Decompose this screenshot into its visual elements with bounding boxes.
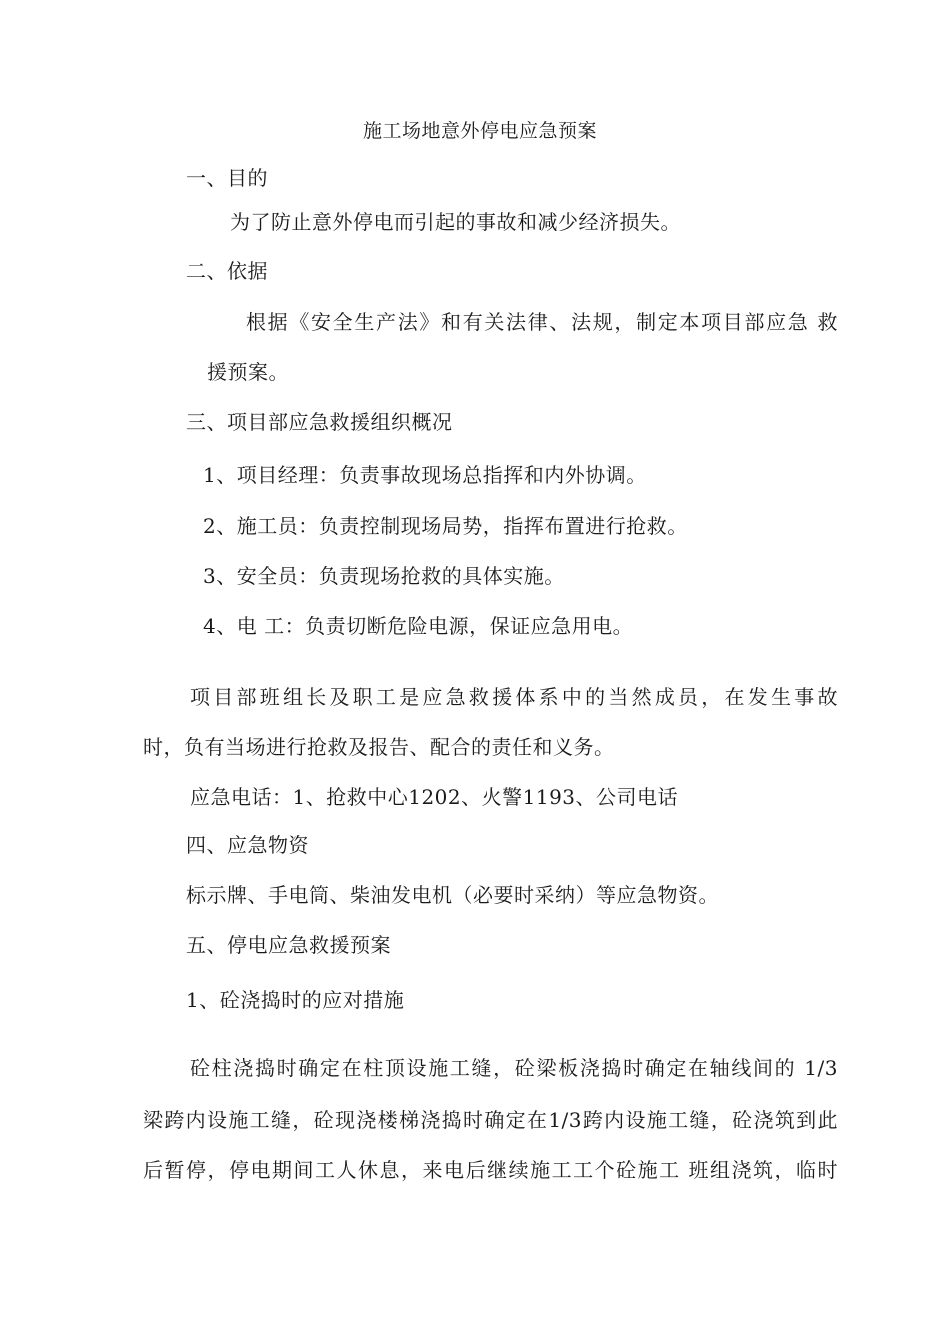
- section-heading-supplies: 四、应急物资: [186, 833, 309, 857]
- role-item-electrician: 4、电 工：负责切断危险电源，保证应急用电。: [203, 614, 634, 638]
- emergency-phone: 应急电话：1、抢救中心1202、火警1193、公司电话: [190, 785, 679, 809]
- paragraph-members-line-1: 项目部班组长及职工是应急救援体系中的当然成员，在发生事故: [190, 685, 838, 709]
- role-item-constructor: 2、施工员：负责控制现场局势，指挥布置进行抢救。: [203, 514, 688, 538]
- section-heading-purpose: 一、目的: [186, 166, 268, 190]
- paragraph-members-line-2: 时，负有当场进行抢救及报告、配合的责任和义务。: [143, 735, 615, 759]
- section-heading-basis: 二、依据: [186, 259, 268, 283]
- paragraph-supplies: 标示牌、手电筒、柴油发电机（必要时采纳）等应急物资。: [186, 883, 719, 907]
- paragraph-basis-line-1: 根据《安全生产法》和有关法律、法规，制定本项目部应急 救: [246, 310, 838, 334]
- paragraph-concrete-line-2: 梁跨内设施工缝，砼现浇楼梯浇捣时确定在1/3跨内设施工缝，砼浇筑到此: [143, 1108, 838, 1132]
- subheading-concrete-measures: 1、砼浇捣时的应对措施: [186, 988, 405, 1012]
- paragraph-concrete-line-3: 后暂停，停电期间工人休息，来电后继续施工工个砼施工 班组浇筑，临时: [143, 1158, 838, 1182]
- document-title: 施工场地意外停电应急预案: [363, 120, 598, 142]
- role-item-project-manager: 1、项目经理：负责事故现场总指挥和内外协调。: [203, 463, 647, 487]
- paragraph-basis-line-2: 援预案。: [207, 360, 289, 384]
- section-heading-organization: 三、项目部应急救援组织概况: [186, 410, 453, 434]
- paragraph-purpose: 为了防止意外停电而引起的事故和减少经济损失。: [230, 210, 681, 234]
- paragraph-concrete-line-1: 砼柱浇捣时确定在柱顶设施工缝，砼梁板浇捣时确定在轴线间的 1/3: [190, 1056, 838, 1080]
- section-heading-plan: 五、停电应急救援预案: [186, 933, 391, 957]
- role-item-safety-officer: 3、安全员：负责现场抢救的具体实施。: [203, 564, 565, 588]
